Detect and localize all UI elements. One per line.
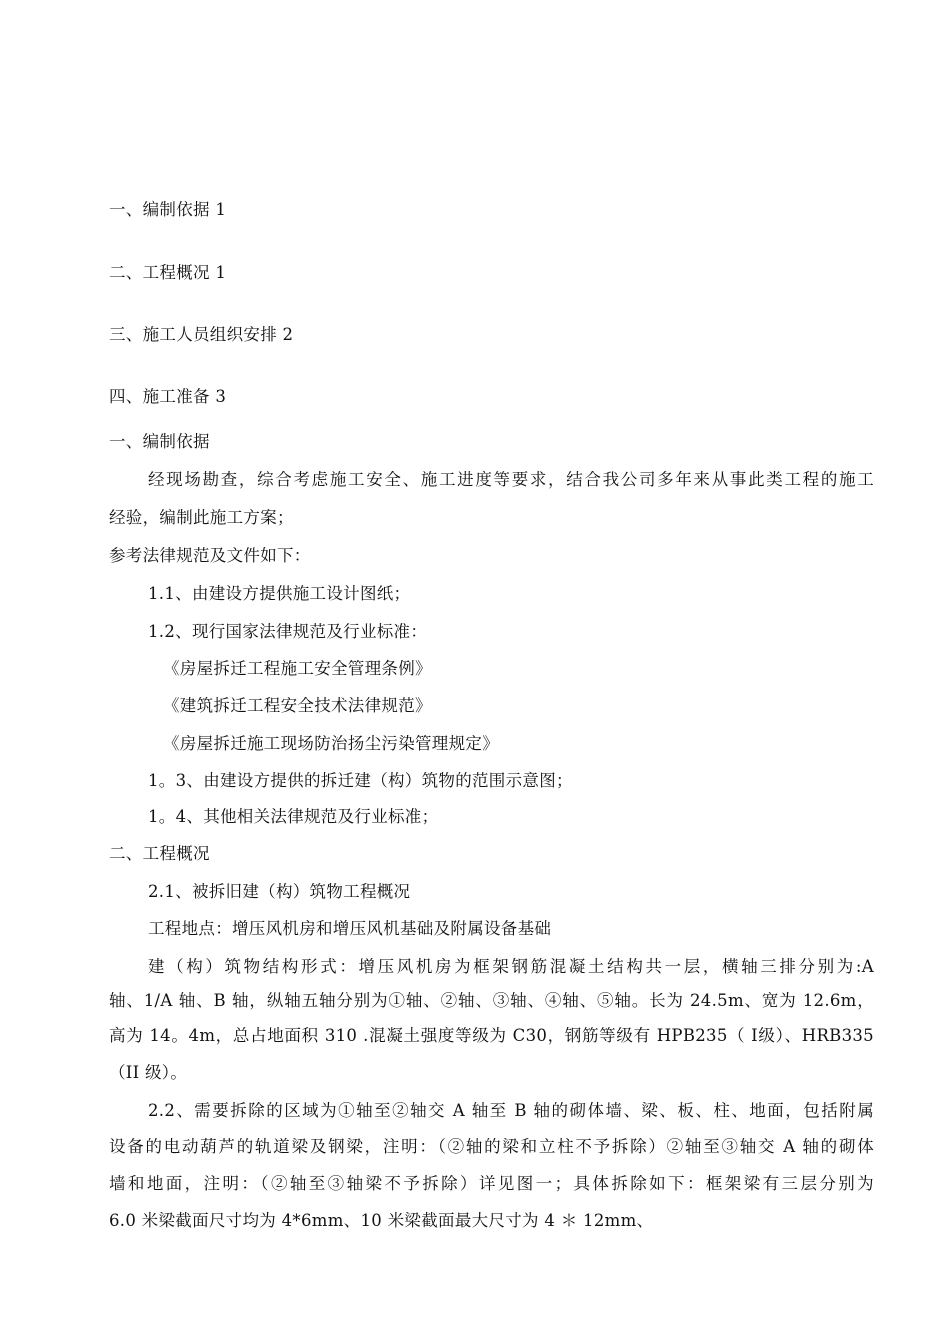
demolition-paragraph-line-3: 墙和地面，注明：（②轴至③轴梁不予拆除）详见图一；具体拆除如下：框架梁有三层分别为: [109, 1174, 874, 1193]
references-heading: 参考法律规范及文件如下：: [109, 546, 311, 565]
structure-paragraph-line-4: （II 级）。: [109, 1063, 188, 1082]
intro-paragraph-line-1: 经现场勘查，综合考虑施工安全、施工进度等要求，结合我公司多年来从事此类工程的施工: [148, 470, 874, 489]
demolition-paragraph-line-1: 2.2、需要拆除的区域为①轴至②轴交 A 轴至 B 轴的砌体墙、梁、板、柱、地面，包括附属: [148, 1101, 874, 1120]
structure-paragraph-line-2: 轴、1/A 轴、B 轴，纵轴五轴分别为①轴、②轴、③轴、④轴、⑤轴。长为 24.5m、宽为 12.6m，: [109, 991, 874, 1010]
law-reference-1: 《房屋拆迁工程施工安全管理条例》: [163, 659, 432, 678]
section-2-heading: 二、工程概况: [109, 844, 210, 863]
structure-paragraph-line-1: 建（构）筑物结构形式：增压风机房为框架钢筋混凝土结构共一层，横轴三排分别为:A: [148, 957, 874, 976]
law-reference-3: 《房屋拆迁施工现场防治扬尘污染管理规定》: [163, 734, 499, 753]
overview-item-2-1: 2.1、被拆旧建（构）筑物工程概况: [148, 882, 411, 901]
project-location: 工程地点：增压风机房和增压风机基础及附属设备基础: [148, 919, 552, 938]
toc-entry-3: 三、施工人员组织安排 2: [109, 325, 294, 344]
toc-entry-1: 一、编制依据 1: [109, 200, 227, 219]
reference-item-1-1: 1.1、由建设方提供施工设计图纸；: [148, 584, 411, 603]
toc-entry-2: 二、工程概况 1: [109, 263, 227, 282]
reference-item-1-4: 1。4、其他相关法律规范及行业标准；: [148, 807, 439, 826]
demolition-paragraph-line-4: 6.0 米梁截面尺寸均为 4*6mm、10 米梁截面最大尺寸为 4 ＊ 12mm、: [109, 1211, 654, 1230]
intro-paragraph-line-2: 经验，编制此施工方案；: [109, 508, 294, 527]
law-reference-2: 《建筑拆迁工程安全技术法律规范》: [163, 696, 432, 715]
toc-entry-4: 四、施工准备 3: [109, 387, 227, 406]
structure-paragraph-line-3: 高为 14。4m，总占地面积 310 .混凝土强度等级为 C30，钢筋等级有 HPB235（ Ⅰ级）、HRB335: [109, 1026, 874, 1045]
reference-item-1-3: 1。3、由建设方提供的拆迁建（构）筑物的范围示意图；: [148, 771, 573, 790]
demolition-paragraph-line-2: 设备的电动葫芦的轨道梁及钢梁，注明：（②轴的梁和立柱不予拆除）②轴至③轴交 A 轴的砌体: [109, 1137, 874, 1156]
section-1-heading: 一、编制依据: [109, 432, 210, 451]
reference-item-1-2: 1.2、现行国家法律规范及行业标准：: [148, 622, 428, 641]
